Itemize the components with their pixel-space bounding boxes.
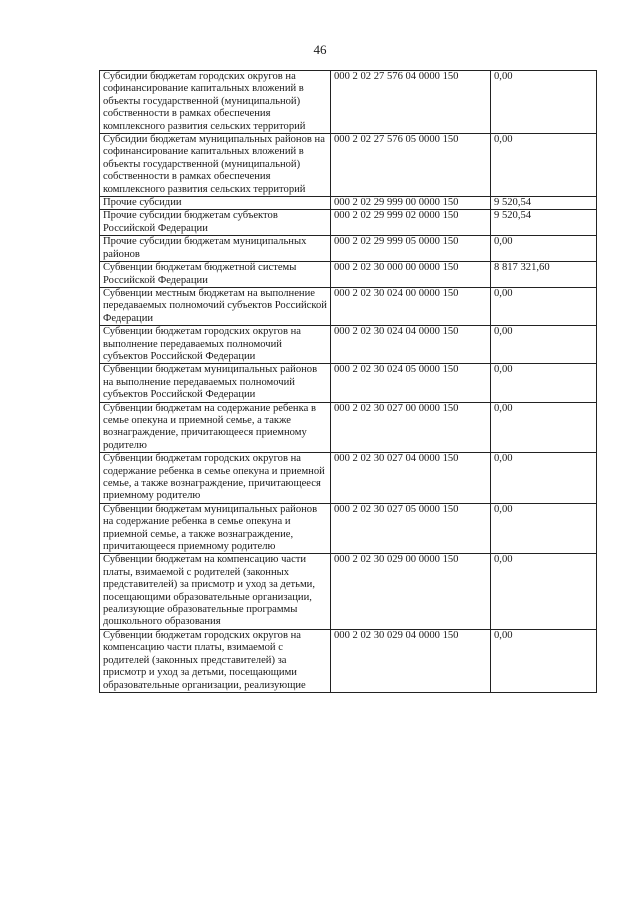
row-code-cell: 000 2 02 30 024 05 0000 150 — [331, 364, 491, 402]
row-name-cell: Субвенции бюджетам на содержание ребенка в семье опекуна и приемной семье, а также вознаграждение, причитающееся приемному родителю — [100, 402, 331, 453]
budget-revenue-table — [99, 70, 597, 693]
table-row — [100, 71, 597, 134]
row-value-cell: 0,00 — [491, 402, 597, 453]
table-row — [100, 629, 597, 692]
table-row — [100, 453, 597, 504]
row-code-cell: 000 2 02 30 024 04 0000 150 — [331, 326, 491, 364]
row-code-cell: 000 2 02 30 027 00 0000 150 — [331, 402, 491, 453]
table-row — [100, 326, 597, 364]
table-row — [100, 197, 597, 210]
row-value-cell: 0,00 — [491, 453, 597, 504]
row-value-cell: 0,00 — [491, 71, 597, 134]
row-name-cell: Субвенции бюджетам городских округов на компенсацию части платы, взимаемой с родителей (законных представителей) за присмотр и уход за детьми, посещающими образовательные организации, реализующие — [100, 629, 331, 692]
row-value-cell: 0,00 — [491, 287, 597, 325]
row-name-cell: Субвенции бюджетам городских округов на выполнение передаваемых полномочий субъектов Российской Федерации — [100, 326, 331, 364]
table-row — [100, 210, 597, 236]
row-code-cell: 000 2 02 30 027 04 0000 150 — [331, 453, 491, 504]
row-code-cell: 000 2 02 29 999 05 0000 150 — [331, 236, 491, 262]
page-number: 46 — [313, 42, 327, 57]
row-name-cell: Субвенции бюджетам на компенсацию части платы, взимаемой с родителей (законных представителей) за присмотр и уход за детьми, посещающими образовательные организации, реализующие образовательные программы дошкольного образования — [100, 554, 331, 629]
row-code-cell: 000 2 02 27 576 05 0000 150 — [331, 134, 491, 197]
row-name-cell: Прочие субсидии бюджетам субъектов Российской Федерации — [100, 210, 331, 236]
row-name-cell: Субвенции бюджетам муниципальных районов на выполнение передаваемых полномочий субъектов Российской Федерации — [100, 364, 331, 402]
table-row — [100, 364, 597, 402]
table-row — [100, 262, 597, 288]
row-value-cell: 0,00 — [491, 326, 597, 364]
row-code-cell: 000 2 02 30 000 00 0000 150 — [331, 262, 491, 288]
row-value-cell: 0,00 — [491, 629, 597, 692]
row-code-cell: 000 2 02 29 999 00 0000 150 — [331, 197, 491, 210]
row-code-cell: 000 2 02 27 576 04 0000 150 — [331, 71, 491, 134]
row-code-cell: 000 2 02 30 027 05 0000 150 — [331, 503, 491, 554]
row-value-cell: 0,00 — [491, 134, 597, 197]
row-name-cell: Субвенции бюджетам муниципальных районов на содержание ребенка в семье опекуна и приемной семье, а также вознаграждение, причитающееся приемному родителю — [100, 503, 331, 554]
row-name-cell: Прочие субсидии бюджетам муниципальных районов — [100, 236, 331, 262]
table-row — [100, 554, 597, 629]
row-name-cell: Субсидии бюджетам городских округов на софинансирование капитальных вложений в объекты государственной (муниципальной) собственности в рамках обеспечения комплексного развития сельских территорий — [100, 71, 331, 134]
table-row — [100, 236, 597, 262]
row-value-cell: 0,00 — [491, 554, 597, 629]
row-value-cell: 0,00 — [491, 364, 597, 402]
row-value-cell: 0,00 — [491, 503, 597, 554]
table-row — [100, 503, 597, 554]
table-row — [100, 287, 597, 325]
row-code-cell: 000 2 02 30 024 00 0000 150 — [331, 287, 491, 325]
row-code-cell: 000 2 02 30 029 04 0000 150 — [331, 629, 491, 692]
row-value-cell: 8 817 321,60 — [491, 262, 597, 288]
row-name-cell: Субвенции местным бюджетам на выполнение передаваемых полномочий субъектов Российской Федерации — [100, 287, 331, 325]
row-code-cell: 000 2 02 30 029 00 0000 150 — [331, 554, 491, 629]
row-value-cell: 0,00 — [491, 236, 597, 262]
row-value-cell: 9 520,54 — [491, 197, 597, 210]
table-row — [100, 134, 597, 197]
row-name-cell: Прочие субсидии — [100, 197, 331, 210]
row-name-cell: Субсидии бюджетам муниципальных районов на софинансирование капитальных вложений в объекты государственной (муниципальной) собственности в рамках обеспечения комплексного развития сельских территорий — [100, 134, 331, 197]
row-name-cell: Субвенции бюджетам городских округов на содержание ребенка в семье опекуна и приемной семье, а также вознаграждение, причитающееся приемному родителю — [100, 453, 331, 504]
table-row — [100, 402, 597, 453]
row-value-cell: 9 520,54 — [491, 210, 597, 236]
row-code-cell: 000 2 02 29 999 02 0000 150 — [331, 210, 491, 236]
table-body — [100, 71, 597, 693]
row-name-cell: Субвенции бюджетам бюджетной системы Российской Федерации — [100, 262, 331, 288]
